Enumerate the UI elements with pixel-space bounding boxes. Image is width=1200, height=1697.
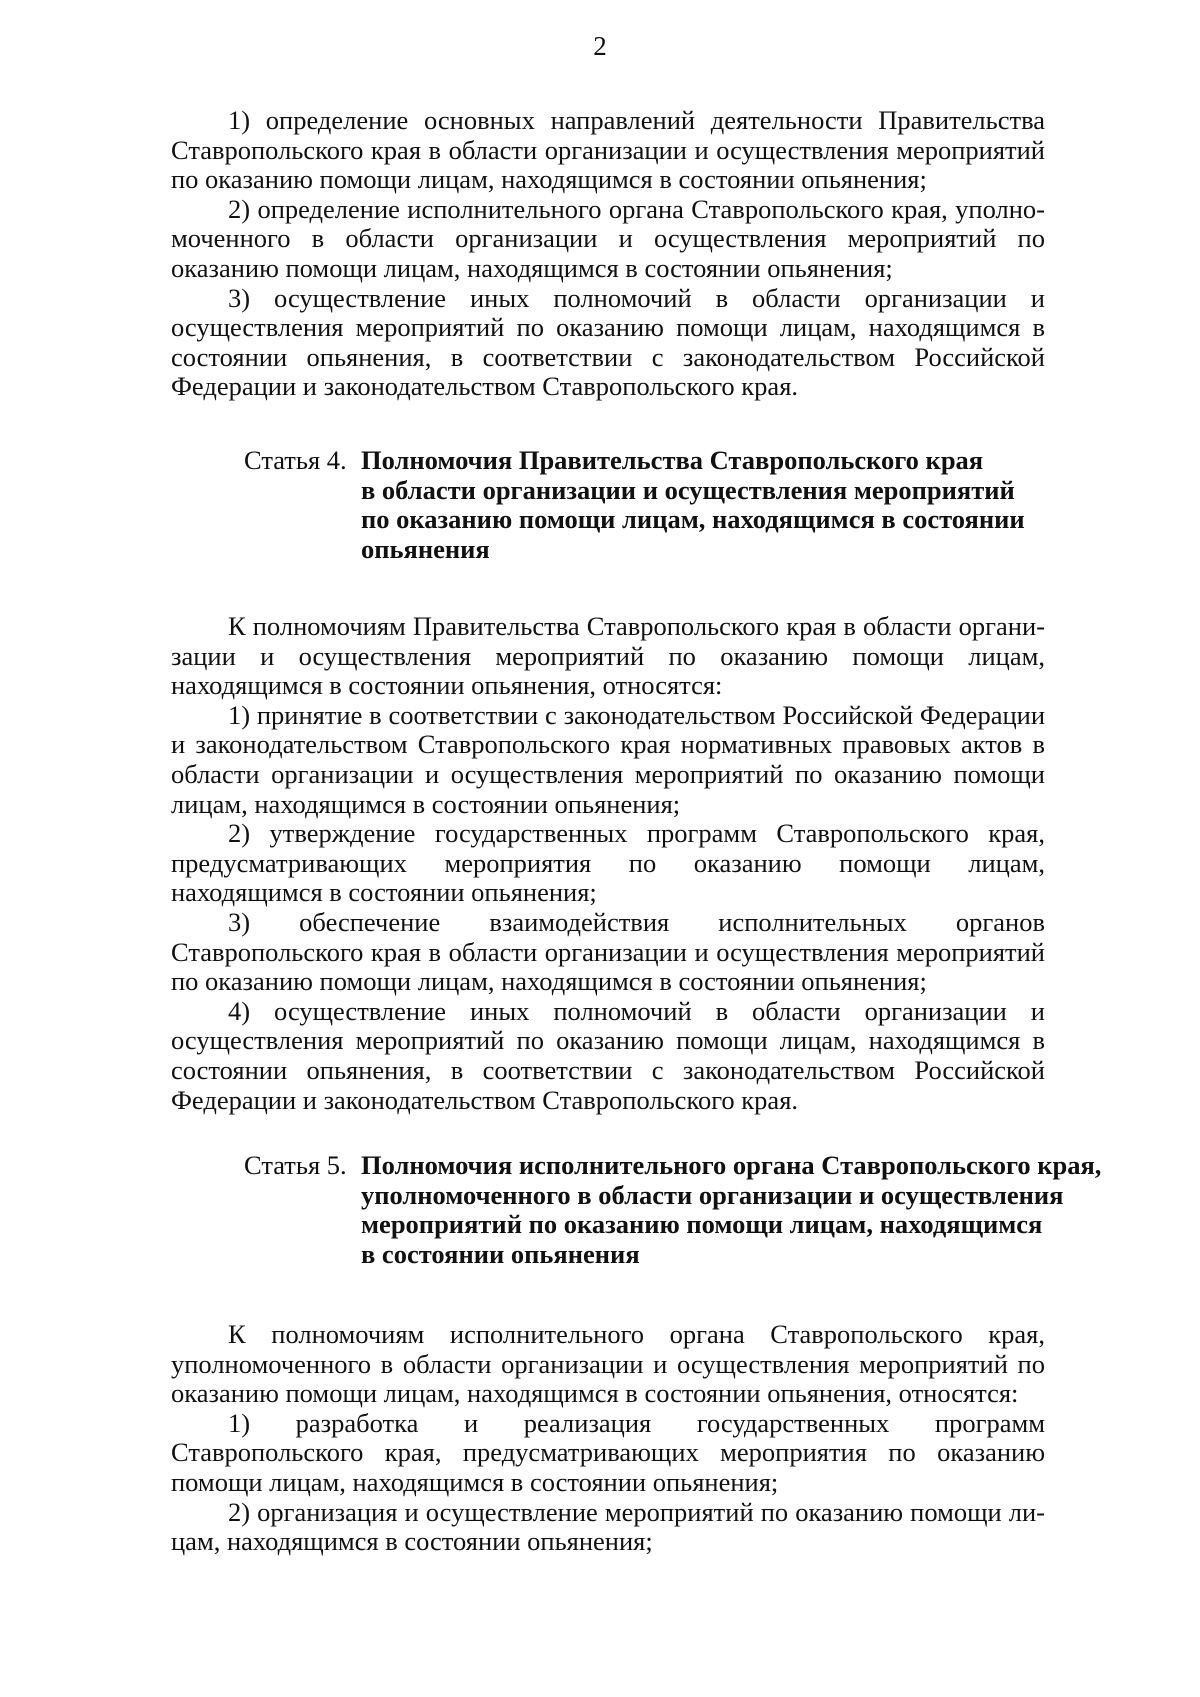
list-item: 1) разработка и реализация государственных программ Ставропольского края, предусматривающих мероприятия по оказанию помощи лицам, находящимся в состоянии опьянения; [171,1407,1045,1497]
article-title-line: уполномоченного в области организации и осуществления [361,1179,1064,1210]
list-item: 1) определение основных направлений деятельности Правительства Ставропольского края в области организации и осуществления мероприятий по оказанию помощи лицам, находящимся в состоянии опьянения; [171,105,1045,195]
paragraph: К полномочиям исполнительного органа Ставропольского края, уполномоченного в области организации и осуществления мероприятий по оказанию помощи лицам, находящимся в состоянии опьянения, относятся: [171,1319,1045,1409]
list-item: 3) обеспечение взаимодействия исполнительных органов Ставропольского края в области организации и осуществления мероприятий по оказанию помощи лицам, находящимся в состоянии опьянения; [171,906,1045,997]
article-title-line: Полномочия исполнительного органа Ставропольского края, [361,1150,1102,1180]
list-item: 1) принятие в соответствии с законодательством Российской Федерации и законодательством Ставропольского края нормативных правовых актов в области организации и осуществления мероприятий по оказанию помощи лицам, находящимся в состоянии опьянения; [171,699,1045,819]
article-4-label: Статья 4. [244,445,347,475]
article-title-line: Полномочия Правительства Ставропольского края [361,445,984,475]
page-number: 2 [593,31,607,61]
list-item: 2) утверждение государственных программ Ставропольского края, предусматривающих мероприятия по оказанию помощи лицам, находящимся в состоянии опьянения; [171,818,1045,908]
article-title-line: в состоянии опьянения [361,1238,640,1269]
article-title-line: опьянения [361,533,490,564]
list-item: 2) определение исполнительного органа Ставропольского края, уполномоченного в области организации и осуществления мероприятий по оказанию помощи лицам, находящимся в состоянии опьянения; [171,193,1045,283]
article-title-line: мероприятий по оказанию помощи лицам, находящимся [361,1209,1043,1240]
article-5-heading [244,1151,1144,1269]
article-title-line: по оказанию помощи лицам, находящимся в состоянии [361,504,1025,535]
paragraph: К полномочиям Правительства Ставропольского края в области организации и осуществления мероприятий по оказанию помощи лицам, находящимся в состоянии опьянения, относятся: [171,611,1045,701]
article-5-label: Статья 5. [244,1150,347,1180]
article-5-title [361,1151,1144,1269]
article-4-body [171,612,1045,1115]
article-4-title [361,446,1144,564]
intro-list [171,106,1045,402]
list-item: 4) осуществление иных полномочий в области организации и осуществления мероприятий по оказанию помощи лицам, находящимся в состоянии опьянения, в соответствии с законодательством Российской Федерации и законодательством Ставропольского края. [171,995,1045,1115]
list-item: 3) осуществление иных полномочий в области организации и осуществления мероприятий по оказанию помощи лицам, находящимся в состоянии опьянения, в соответствии с законодательством Российской Федерации и законодательством Ставропольского края. [171,282,1045,402]
list-item: 2) организация и осуществление мероприятий по оказанию помощи лицам, находящимся в состоянии опьянения; [171,1496,1045,1557]
article-5-body [171,1320,1045,1557]
article-4-heading [244,446,1144,564]
article-title-line: в области организации и осуществления мероприятий [361,474,1015,505]
